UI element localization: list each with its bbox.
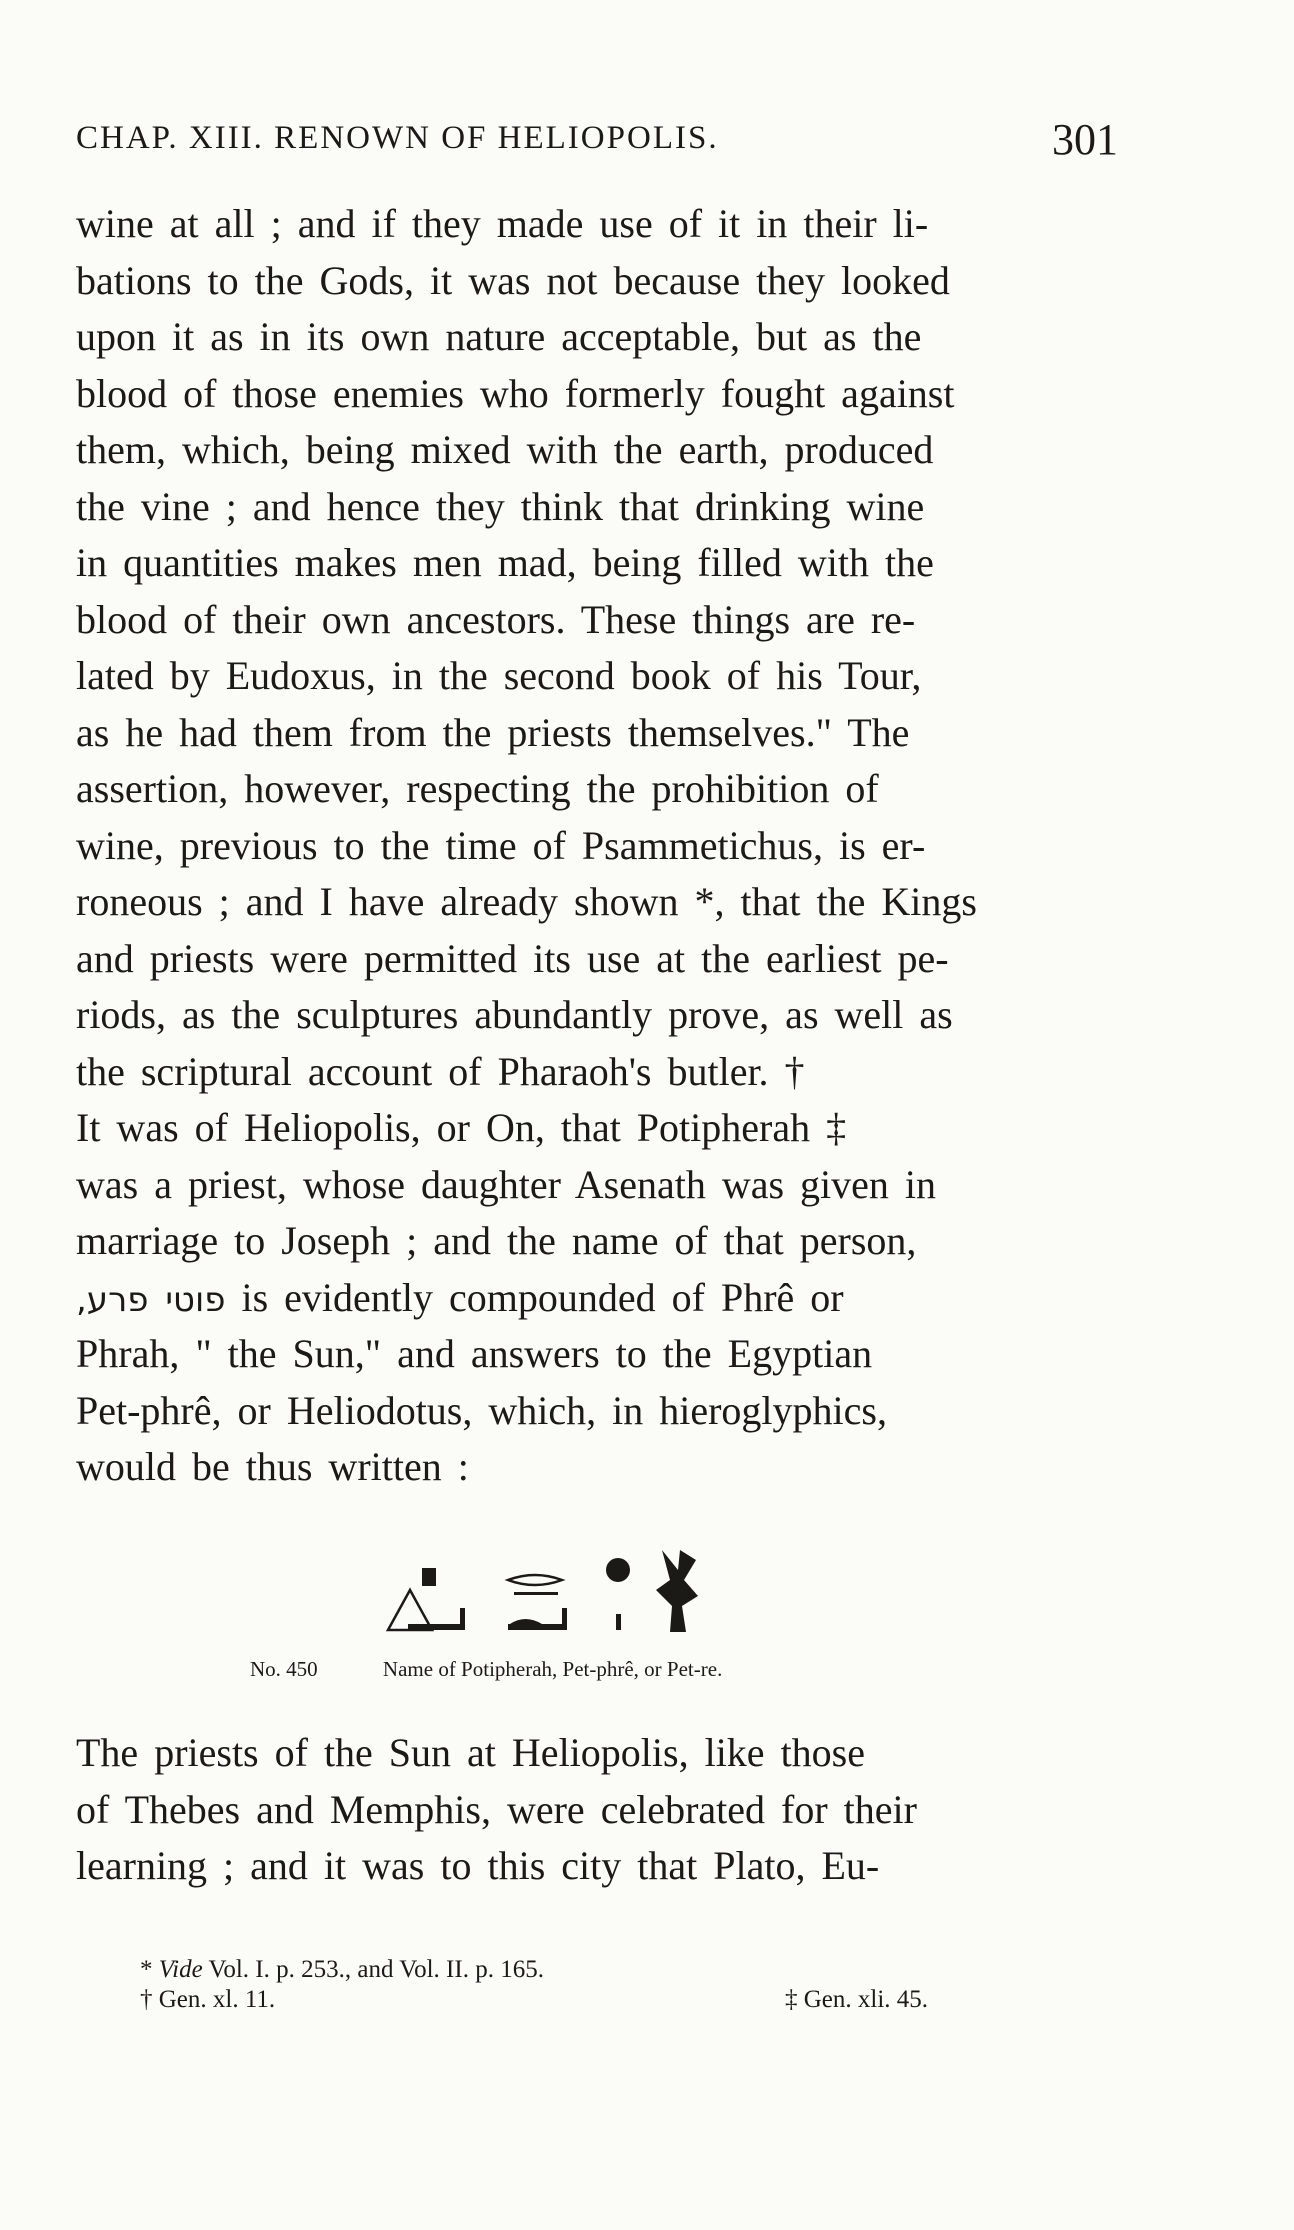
running-title: CHAP. XIII. RENOWN OF HELIOPOLIS. — [76, 120, 719, 156]
footnote-star-text: Vol. I. p. 253., and Vol. II. p. 165. — [202, 1956, 544, 1983]
page-number: 301 — [1052, 115, 1118, 164]
text-line: in quantities makes men mad, being filled with the — [76, 540, 934, 585]
text-line: learning ; and it was to this city that Plato, Eu- — [76, 1843, 880, 1888]
running-header — [76, 115, 1118, 170]
text-line: them, which, being mixed with the earth, produced — [76, 427, 934, 472]
hieroglyph-mouth-sign — [508, 1575, 567, 1630]
hieroglyph-sun-sign — [606, 1558, 630, 1630]
text-line: marriage to Joseph ; and the name of that person, — [76, 1218, 917, 1263]
text-line: It was of Heliopolis, or On, that Potipherah ‡ — [76, 1105, 847, 1150]
text-line: wine at all ; and if they made use of it in their li- — [76, 201, 929, 246]
footnotes — [140, 1955, 1040, 2015]
footnote-daggers — [140, 1985, 1040, 2015]
main-text — [76, 196, 1118, 1496]
text-line: The priests of the Sun at Heliopolis, like those — [76, 1730, 865, 1775]
text-line: and priests were permitted its use at the earliest pe- — [76, 935, 949, 981]
text-line: Pet-phrê, or Heliodotus, which, in hieroglyphics, — [76, 1387, 887, 1433]
figure-number: No. 450 — [250, 1657, 318, 1681]
hebrew-text-line — [76, 1270, 1118, 1327]
hieroglyph-figure — [380, 1540, 820, 1640]
footnote-dagger: † Gen. xl. 11. — [140, 1986, 276, 2013]
hieroglyph-pet-sign — [388, 1568, 465, 1630]
text-line: upon it as in its own nature acceptable, but as the — [76, 314, 922, 359]
text-line: bations to the Gods, it was not because they looked — [76, 257, 950, 303]
text-line: lated by Eudoxus, in the second book of his Tour, — [76, 653, 922, 698]
hebrew-line-text: is evidently compounded of Phrê or — [225, 1274, 844, 1320]
figure-caption — [250, 1657, 950, 1682]
footnote-star-vide: Vide — [158, 1956, 203, 1983]
text-line: the vine ; and hence they think that drinking wine — [76, 483, 925, 529]
text-line: Phrah, " the Sun," and answers to the Egyptian — [76, 1331, 873, 1376]
text-line: of Thebes and Memphis, were celebrated for their — [76, 1786, 917, 1832]
text-line: wine, previous to the time of Psammetichus, is er- — [76, 822, 926, 868]
text-line: the scriptural account of Pharaoh's butler. † — [76, 1048, 805, 1094]
footnote-double-dagger: ‡ Gen. xli. 45. — [785, 1986, 929, 2013]
footnote-star-mark: * — [140, 1956, 153, 1983]
hebrew-name: פוטי פרע, — [76, 1279, 226, 1320]
text-line: roneous ; and I have already shown *, that the Kings — [76, 879, 977, 924]
text-line: blood of their own ancestors. These things are re- — [76, 596, 916, 642]
main-text-continued — [76, 1725, 1118, 1895]
text-line: would be thus written : — [76, 1444, 469, 1489]
text-line: riods, as the sculptures abundantly prove, as well as — [76, 992, 953, 1037]
figure-caption-text: Name of Potipherah, Pet-phrê, or Pet-re. — [382, 1657, 723, 1681]
text-line: assertion, however, respecting the prohibition of — [76, 766, 879, 811]
hieroglyph-seated-god-sign — [656, 1550, 698, 1632]
text-line: was a priest, whose daughter Asenath was given in — [76, 1161, 937, 1207]
text-line: as he had them from the priests themselves." The — [76, 709, 910, 755]
text-line: blood of those enemies who formerly fought against — [76, 370, 955, 416]
footnote-star — [140, 1955, 1040, 1985]
